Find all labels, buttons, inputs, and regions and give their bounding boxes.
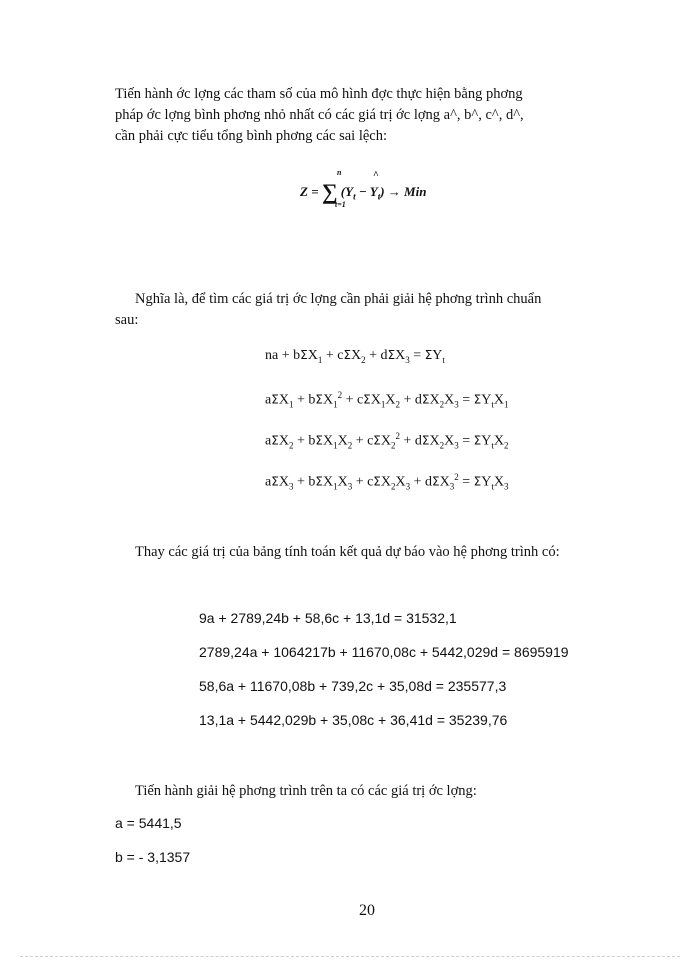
paragraph-2-line-2: sau: bbox=[115, 312, 139, 328]
paragraph-2-line-1: Nghĩa là, để tìm các giá trị ớc lợng cần phải giải hệ phơng trình chuẩn bbox=[135, 291, 542, 307]
normal-equation-2: $a\Sigma X_1 + b\Sigma X_1^2 + c\Sigma X_1X_2 + d\Sigma X_2X_3 = \Sigma Y_tX_1$ bbox=[265, 390, 509, 410]
paragraph-3: Thay các giá trị của bảng tính toán kết quả dự báo vào hệ phơng trình có: bbox=[135, 544, 560, 560]
page-number: 20 bbox=[359, 902, 375, 919]
paragraph-1-line-3: cần phải cực tiểu tổng bình phơng các sai lệch: bbox=[115, 128, 388, 144]
result-b: b = - 3,1357 bbox=[115, 849, 191, 865]
formula-body-close: ) bbox=[380, 184, 385, 199]
numeric-equation-4: 13,1a + 5442,029b + 35,08c + 36,41d = 35239,76 bbox=[199, 712, 508, 728]
formula-body-open: (Y bbox=[340, 184, 354, 199]
formula-sub-t: t bbox=[353, 191, 356, 202]
paragraph-1-line-2: pháp ớc lợng bình phơng nhỏ nhất có các giá trị ớc lợng a^, b^, c^, d^, bbox=[115, 107, 524, 123]
formula-arrow: → Min bbox=[384, 184, 427, 199]
formula-lhs: Z = bbox=[300, 184, 319, 199]
formula-hat: ^ bbox=[373, 170, 379, 181]
numeric-equation-2: 2789,24a + 1064217b + 11670,08c + 5442,029d = 8695919 bbox=[199, 644, 569, 660]
sum-upper-limit: n bbox=[337, 168, 342, 177]
sum-lower-limit: t=1 bbox=[335, 200, 346, 209]
paragraph-4: Tiến hành giải hệ phơng trình trên ta có các giá trị ớc lợng: bbox=[135, 783, 477, 799]
normal-equation-4: $a\Sigma X_3 + b\Sigma X_1X_3 + c\Sigma X_2X_3 + d\Sigma X_3^2 = \Sigma Y_tX_3$ bbox=[265, 472, 509, 492]
formula-minus: − Y bbox=[355, 184, 378, 199]
normal-equation-1: na + $b\Sigma X_1 + c\Sigma X_2 + d\Sigma X_3 = \Sigma Y_t$ bbox=[265, 348, 445, 365]
result-a: a = 5441,5 bbox=[115, 815, 182, 831]
formula-sub-t-2: t bbox=[377, 191, 381, 202]
normal-equation-3: $a\Sigma X_2 + b\Sigma X_1X_2 + c\Sigma X_2^2 + d\Sigma X_2X_3 = \Sigma Y_tX_2$ bbox=[265, 431, 509, 451]
numeric-equation-3: 58,6a + 11670,08b + 739,2c + 35,08d = 235577,3 bbox=[199, 678, 507, 694]
least-squares-formula bbox=[300, 168, 427, 209]
numeric-equation-1: 9a + 2789,24b + 58,6c + 13,1d = 31532,1 bbox=[199, 610, 457, 626]
paragraph-1-line-1: Tiến hành ớc lợng các tham số của mô hình đợc thực hiện bằng phơng bbox=[115, 86, 523, 102]
sigma-symbol: ∑ bbox=[321, 179, 338, 204]
page-bottom-rule bbox=[20, 956, 680, 957]
